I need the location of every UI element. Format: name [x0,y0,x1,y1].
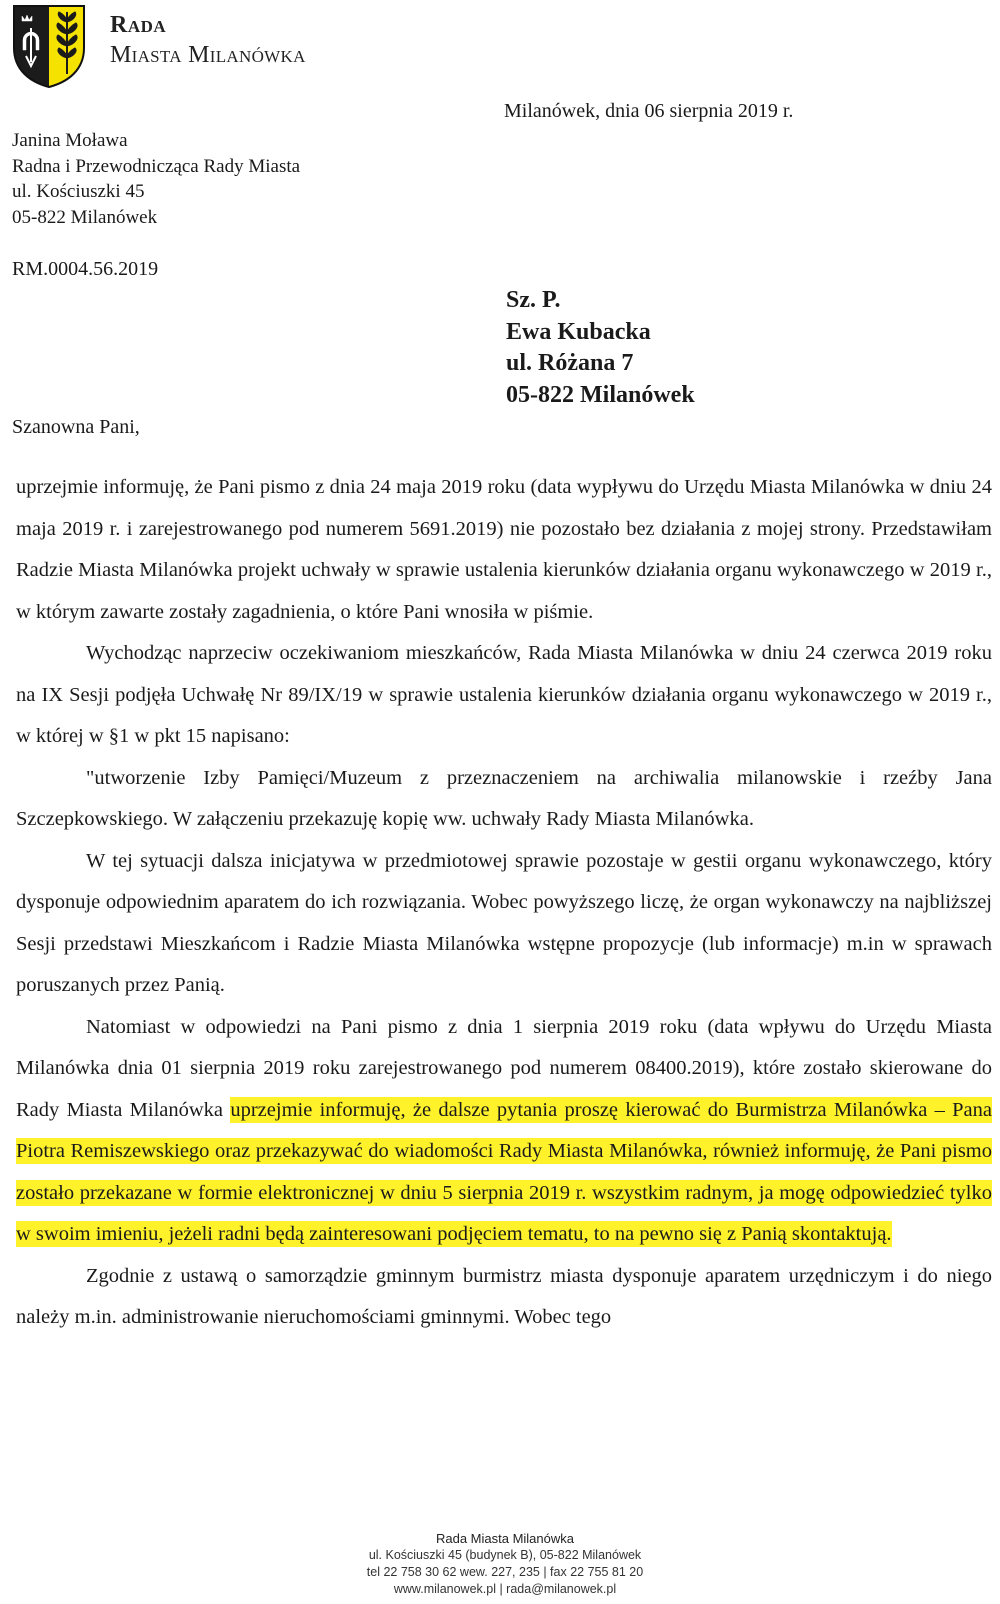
reference-number: RM.0004.56.2019 [12,258,159,280]
footer-web: www.milanowek.pl | rada@milanowek.pl [393,1582,617,1596]
salutation: Szanowna Pani, [12,416,140,438]
sender-block [12,128,300,230]
body-paragraph-4: W tej sytuacji dalsza inicjatywa w przedmiotowej sprawie pozostaje w gestii organu wykonawczego, który dysponuje odpowiednim aparatem do ich rozwiązania. Wobec powyższego liczę, że organ wykonawczy na najbliższej Sesji przedstawi Mieszkańcom i Radzie Miasta Milanówka wstępne propozycje (lub informacje) m.in w sprawach poruszanych przez Panią. [16,849,992,996]
sender-name: Janina Moława [12,130,128,151]
sender-role: Radna i Przewodnicząca Rady Miasta [12,155,301,177]
sender-street: ul. Kościuszki 45 [12,181,145,202]
body-paragraph-3: "utworzenie Izby Pamięci/Muzeum z przeznaczeniem na archiwalia milanowskie i rzeźby Jana Szczepkowskiego. W załączeniu przekazuję kopię ww. uchwały Rady Miasta Milanówka. [16,766,992,830]
letter-date: Milanówek, dnia 06 sierpnia 2019 r. [504,100,794,122]
body-paragraph-5 [16,1007,992,1256]
recipient-street: ul. Różana 7 [506,350,634,376]
body-paragraph-5-text: Natomiast w odpowiedzi na Pani pismo z dnia 1 sierpnia 2019 roku (data wpływu do Urzędu Miasta Milanówka dnia 01 sierpnia 2019 roku zarejestrowanego pod numerem 08400.2019), które zostało skierowane do Rady Miasta Milanówka [16,1015,992,1121]
body-paragraph-1: uprzejmie informuję, że Pani pismo z dnia 24 maja 2019 roku (data wypływu do Urzędu Miasta Milanówka w dniu 24 maja 2019 r. i zarejestrowanego pod numerem 5691.2019) nie pozostało bez działania z mojej strony. Przedstawiłam Radzie Miasta Milanówka projekt uchwały w sprawie ustalenia kierunków działania organu wykonawczego w 2019 r., w którym zawarte zostały zagadnienia, o które Pani wnosiła w piśmie. [16,476,992,623]
footer-address: ul. Kościuszki 45 (budynek B), 05-822 Milanówek [368,1548,642,1562]
recipient-city: 05-822 Milanówek [506,381,695,408]
milanowek-coat-of-arms-icon [12,4,86,88]
body-paragraph-2: Wychodząc naprzeciw oczekiwaniom mieszkańców, Rada Miasta Milanówka w dniu 24 czerwca 2019 roku na IX Sesji podjęła Uchwałę Nr 89/IX/19 w sprawie ustalenia kierunków działania organu wykonawczego w 2019 r., w której w §1 w pkt 15 napisano: [16,642,992,747]
body-paragraph-6: Zgodnie z ustawą o samorządzie gminnym burmistrz miasta dysponuje aparatem urzędniczym i do niego należy m.in. administrowanie nieruchomościami gminnymi. Wobec tego [16,1264,992,1328]
letter-body [16,467,992,1339]
recipient-block [506,285,695,411]
recipient-prefix: Sz. P. [506,287,561,313]
sender-city: 05-822 Milanówek [12,206,158,228]
letterhead-line-1: Rada [110,12,167,38]
highlighted-text: uprzejmie informuję, że dalsze pytania proszę kierować do Burmistrza Milanówka – Pana Piotra Remiszewskiego oraz przekazywać do wiadomości Rady Miasta Milanówka, również informuję, że Pani pismo zostało przekazane w formie elektronicznej w dniu 5 sierpnia 2019 r. wszystkim radnym, ja mogę odpowiedzieć tylko w swoim imieniu, jeżeli radni będą zainteresowani podjęciem tematu, to na pewno się z Panią skontaktują. [16,1098,992,1245]
letterhead-line-2: Miasta Milanówka [110,42,306,68]
letter-footer [300,1530,710,1598]
letterhead-organization [110,10,306,70]
footer-org: Rada Miasta Milanówka [435,1531,574,1546]
recipient-name: Ewa Kubacka [506,318,651,345]
footer-phone: tel 22 758 30 62 wew. 227, 235 | fax 22 755 81 20 [366,1565,644,1579]
